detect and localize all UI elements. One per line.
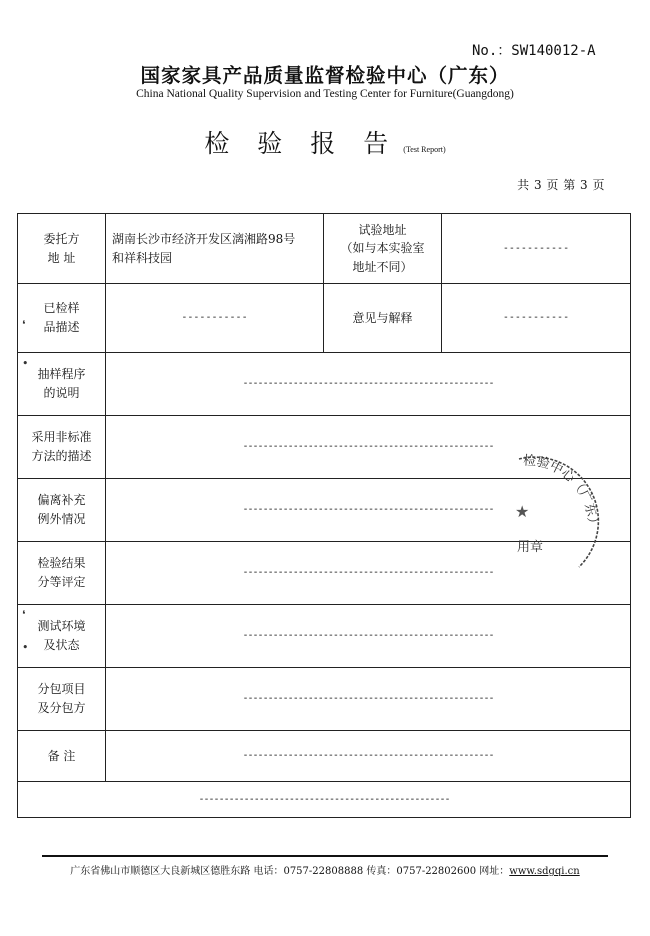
organization-name-cn: 国家家具产品质量监督检验中心（广东） xyxy=(140,64,510,87)
row-value: -------------------------------------------------- xyxy=(106,416,631,479)
remarks-label: 备 注 xyxy=(18,731,106,782)
client-address-line1: 湖南长沙市经济开发区漓湘路98号 xyxy=(112,231,296,246)
row-label xyxy=(18,605,106,668)
client-label-line2: 地 址 xyxy=(47,250,76,265)
scan-mark-icon: ❛ xyxy=(22,318,26,331)
final-value: -------------------------------------------------- xyxy=(18,782,631,818)
row-value: -------------------------------------------------- xyxy=(106,353,631,416)
footer-website-link[interactable]: www.sdgqi.cn xyxy=(509,866,580,877)
scan-mark-icon: • xyxy=(22,357,29,370)
row-label xyxy=(18,479,106,542)
opinion-label: 意见与解释 xyxy=(324,284,442,353)
test-site-value: ----------- xyxy=(442,214,631,284)
row-label xyxy=(18,542,106,605)
client-address-line2: 和祥科技园 xyxy=(112,250,173,265)
table-row xyxy=(18,353,631,416)
test-site-label xyxy=(324,214,442,284)
client-label-line1: 委托方 xyxy=(43,231,80,246)
report-title-en: (Test Report) xyxy=(403,145,446,154)
table-row xyxy=(18,605,631,668)
row-label xyxy=(18,353,106,416)
row-label-line1: 偏离补充 xyxy=(37,493,86,508)
row-value: -------------------------------------------------- xyxy=(106,605,631,668)
stamp-star-icon: ★ xyxy=(515,502,530,521)
test-site-line2: （如与本实验室 xyxy=(340,241,425,256)
scan-mark-icon: • xyxy=(22,641,29,654)
row-value: -------------------------------------------------- xyxy=(106,668,631,731)
row-value: -------------------------------------------------- xyxy=(106,479,631,542)
test-site-line1: 试验地址 xyxy=(358,222,407,237)
sample-value: ----------- xyxy=(106,284,324,353)
report-number: No.：SW140012-A xyxy=(472,43,596,59)
row-label-line2: 的说明 xyxy=(43,386,80,400)
sample-label-line1: 已检样 xyxy=(43,301,80,316)
row-label-line2: 及状态 xyxy=(43,638,80,652)
test-site-line3: 地址不同） xyxy=(352,259,413,274)
client-label xyxy=(18,214,106,284)
footer xyxy=(0,862,650,877)
final-row xyxy=(18,782,631,818)
organization-name-en: China National Quality Supervision and Testing Center for Furniture(Guangdong) xyxy=(136,88,514,100)
row-value: -------------------------------------------------- xyxy=(106,542,631,605)
table-row xyxy=(18,668,631,731)
opinion-value: ----------- xyxy=(442,284,631,353)
stamp-text: 检验中心（广东） xyxy=(522,453,600,531)
remarks-row xyxy=(18,731,631,782)
row-label-line1: 测试环境 xyxy=(37,619,86,634)
sample-label xyxy=(18,284,106,353)
footer-address: 广东省佛山市顺德区大良新城区德胜东路 电话：0757-22808888 传真：0757-22802600 网址： xyxy=(70,866,510,877)
row-label-line2: 例外情况 xyxy=(37,512,86,526)
client-address xyxy=(106,214,324,284)
stamp-text-2: 用章 xyxy=(517,540,544,555)
report-title xyxy=(0,124,650,160)
remarks-value: -------------------------------------------------- xyxy=(106,731,631,782)
row-label-line1: 分包项目 xyxy=(37,682,86,697)
sample-label-line2: 品描述 xyxy=(43,320,80,334)
sample-row xyxy=(18,284,631,353)
report-title-cn: 检 验 报 告 xyxy=(204,129,399,158)
client-row xyxy=(18,214,631,284)
footer-divider xyxy=(42,855,608,857)
row-label-line1: 抽样程序 xyxy=(37,367,86,382)
official-stamp xyxy=(505,445,615,575)
row-label-line2: 方法的描述 xyxy=(31,449,92,463)
row-label-line2: 分等评定 xyxy=(37,575,86,589)
row-label xyxy=(18,416,106,479)
scan-mark-icon: ❛ xyxy=(22,608,26,621)
page-count: 共 3 页 第 3 页 xyxy=(517,178,605,192)
row-label-line1: 采用非标准 xyxy=(31,430,92,445)
row-label-line2: 及分包方 xyxy=(37,701,86,715)
row-label-line1: 检验结果 xyxy=(37,556,86,571)
row-label xyxy=(18,668,106,731)
